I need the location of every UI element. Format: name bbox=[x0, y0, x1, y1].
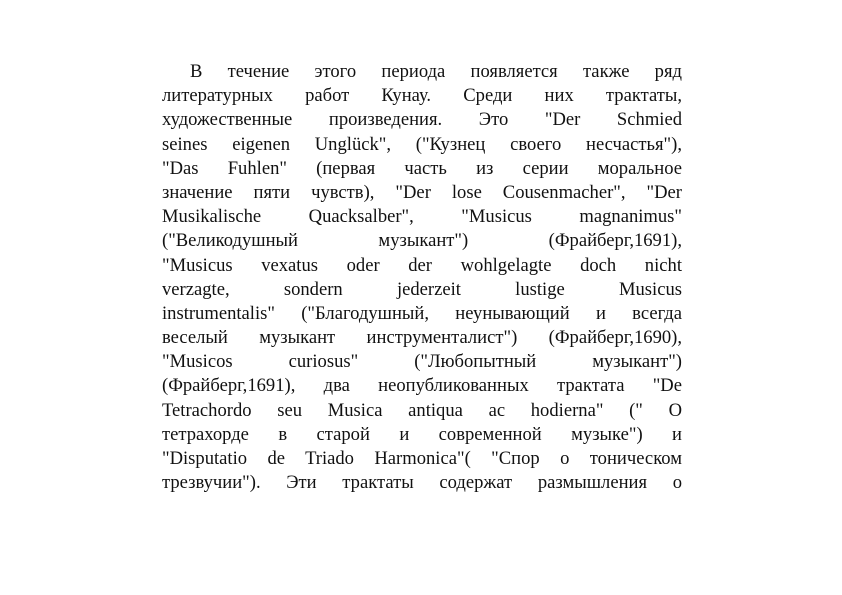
text-line-6: значение пяти чувств), "Der lose Cousenmacher", "Der bbox=[162, 181, 682, 203]
body-paragraph bbox=[162, 60, 682, 495]
text-line-15: Tetrachordo seu Musica antiqua ac hodierna" (" О bbox=[162, 399, 682, 421]
text-line-16: тетрахорде в старой и современной музыке") и bbox=[162, 423, 682, 445]
text-line-8: ("Великодушный музыкант") (Фрайберг,1691), bbox=[162, 230, 682, 252]
text-line-2: литературных работ Кунау. Среди них трактаты, bbox=[162, 85, 682, 107]
text-line-10: verzagte, sondern jederzeit lustige Musicus bbox=[162, 278, 682, 300]
text-line-13: "Musicos curiosus" ("Любопытный музыкант") bbox=[162, 351, 682, 373]
text-line-4: seines eigenen Unglück", ("Кузнец своего несчастья"), bbox=[162, 133, 682, 155]
text-line-11: instrumentalis" ("Благодушный, неунывающий и всегда bbox=[162, 302, 682, 324]
text-line-14: (Фрайберг,1691), два неопубликованных трактата "De bbox=[162, 375, 682, 397]
text-line-18: трезвучии"). Эти трактаты содержат размышления о bbox=[162, 472, 682, 494]
text-line-12: веселый музыкант инструменталист") (Фрайберг,1690), bbox=[162, 327, 682, 349]
text-line-7: Musikalische Quacksalber", "Musicus magnanimus" bbox=[162, 206, 682, 228]
text-line-1: В течение этого периода появляется также ряд bbox=[190, 61, 682, 82]
text-line-3: художественные произведения. Это "Der Schmied bbox=[162, 109, 682, 131]
text-line-9: "Musicus vexatus oder der wohlgelagte doch nicht bbox=[162, 254, 682, 276]
text-line-5: "Das Fuhlen" (первая часть из серии моральное bbox=[162, 157, 682, 179]
text-line-17: "Disputatio de Triado Harmonica"( "Спор о тоническом bbox=[162, 448, 682, 469]
